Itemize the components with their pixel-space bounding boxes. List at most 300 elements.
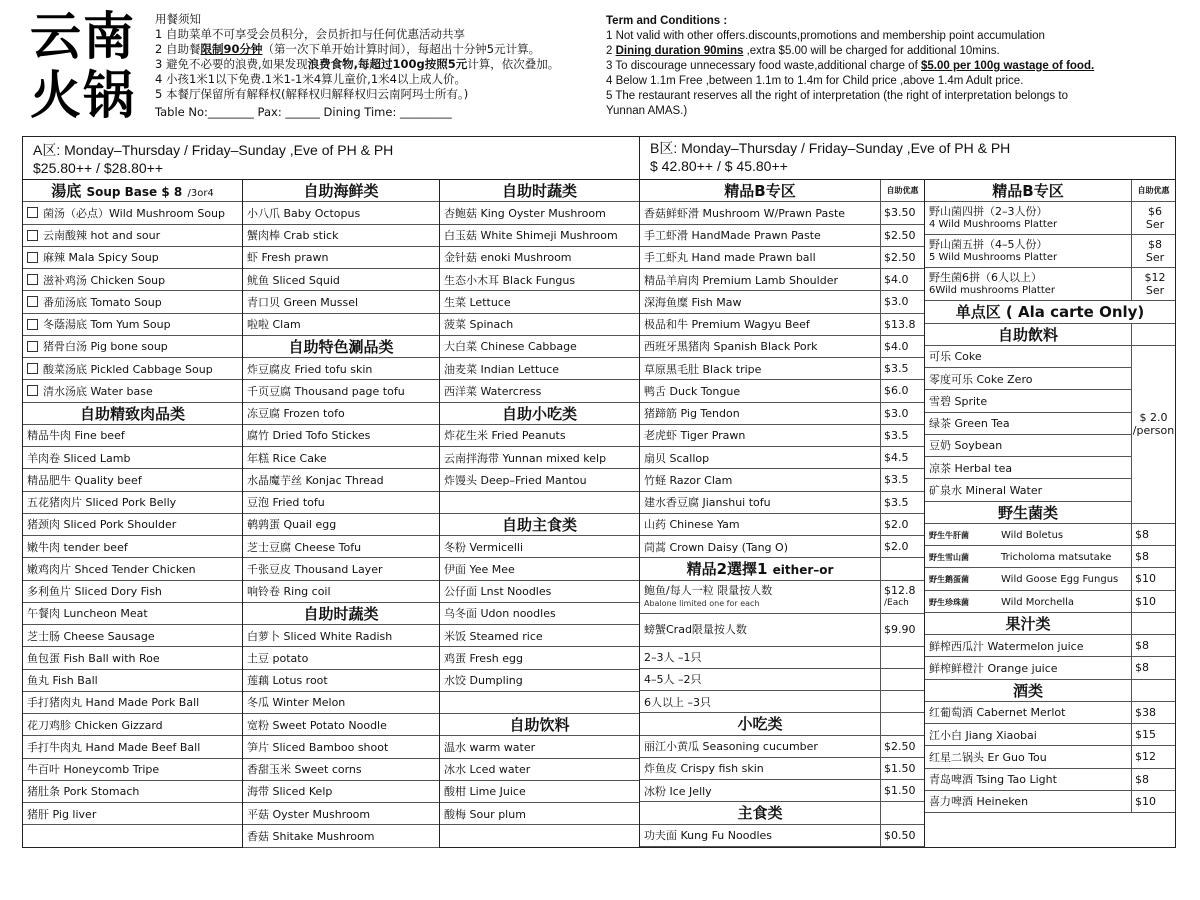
mushroom-en: Tricholoma matsutake — [1001, 552, 1112, 564]
special-item — [243, 403, 439, 425]
item-price: $2.50 — [880, 225, 924, 246]
item-name: 红葡萄酒 Cabernet Merlot — [929, 706, 1066, 720]
premium-item — [640, 225, 924, 247]
item-price: $10 — [1131, 591, 1175, 612]
item-price: $3.0 — [880, 403, 924, 424]
cn-notice-line-4: 4 小孩1米1以下免费.1米1-1米4算儿童价,1米4以上成人价。 — [155, 72, 466, 86]
price-unit: Ser — [1145, 251, 1165, 265]
checkbox[interactable] — [27, 363, 38, 374]
drink5-block — [925, 346, 1175, 502]
snack-item — [440, 425, 639, 447]
item-price — [880, 691, 924, 712]
item-name: 年糕 Rice Cake — [247, 451, 327, 465]
item-name: 极品和牛 Premium Wagyu Beef — [644, 318, 810, 332]
item-price: $4.0 — [880, 269, 924, 290]
staple-item — [440, 647, 639, 669]
soup-item — [23, 336, 242, 358]
item-name: 冰粉 Ice Jelly — [644, 784, 712, 798]
premium-item — [640, 469, 924, 491]
staple-section-header: 自助主食类 — [440, 514, 639, 536]
item-name: 猪肝 Pig liver — [27, 807, 97, 821]
item-name — [929, 238, 1131, 264]
chinese-notice — [155, 12, 595, 120]
platter-zh: 野山菌四拼（2–3人份） — [929, 205, 1048, 219]
item-name: 油麦菜 Indian Lettuce — [444, 362, 560, 376]
item-name: 茼蒿 Crown Daisy (Tang O) — [644, 540, 788, 554]
premium-item — [640, 336, 924, 358]
zone-a-prices: $25.80++ / $28.80++ — [33, 160, 164, 176]
item-price — [880, 669, 924, 690]
veg-item — [243, 803, 439, 825]
item-price: $2.50 — [880, 247, 924, 268]
crab-rule — [640, 691, 924, 713]
platter-zh: 野山菌五拼（4–5人份） — [929, 238, 1048, 252]
meat-item — [23, 603, 242, 625]
item-price: $4.5 — [880, 447, 924, 468]
item-name: 伊面 Yee Mee — [444, 562, 515, 576]
price-unit: Ser — [1145, 218, 1165, 232]
item-price: $6.0 — [880, 380, 924, 401]
item-name: 手打牛肉丸 Hand Made Beef Ball — [27, 740, 201, 754]
en-notice-line-5: 5 The restaurant reserves all the right of interpretation (the right of interpretation belongs to — [606, 90, 1068, 102]
item-price: $3.5 — [880, 358, 924, 379]
veg-item — [243, 759, 439, 781]
item-name: 腐竹 Dried Tofo Stickes — [247, 429, 371, 443]
item-name: 千页豆腐 Thousand page tofu — [247, 384, 405, 398]
price-value: $8 — [1148, 238, 1162, 252]
crab-rule — [640, 647, 924, 669]
checkbox[interactable] — [27, 274, 38, 285]
logo-line-1: 云南 — [30, 7, 137, 67]
meat-item — [23, 469, 242, 491]
meat-item — [23, 781, 242, 803]
seafood-item — [243, 247, 439, 269]
juice-section-header: 果汁类 — [925, 613, 1175, 635]
checkbox[interactable] — [27, 296, 38, 307]
checkbox[interactable] — [27, 252, 38, 263]
item-name: 鲜榨西瓜汁 Watermelon juice — [929, 639, 1084, 653]
special-item — [243, 514, 439, 536]
item-price: $10 — [1131, 568, 1175, 589]
soup-item — [23, 358, 242, 380]
pick-one-header: 精品2選擇1 either–or — [640, 558, 924, 580]
item-name: 菠菜 Spinach — [444, 318, 514, 332]
item-name: 青岛啤酒 Tsing Tao Light — [929, 773, 1057, 787]
cn-notice-line-2: 2 自助餐限制90分钟（第一次下单开始计算时间），每超出十分钟5元计算。 — [155, 42, 541, 56]
mushroom-item — [925, 591, 1175, 613]
item-name: 花刀鸡胗 Chicken Gizzard — [27, 718, 163, 732]
alacarte-header: 单点区 ( Ala carte Only) — [925, 301, 1175, 323]
item-name: 小八爪 Baby Octopus — [247, 206, 361, 220]
item-name: 清水汤底 Water base — [43, 384, 153, 398]
veg3-list — [440, 202, 639, 402]
zone-b-prices: $ 42.80++ / $ 45.80++ — [650, 158, 788, 174]
en-notice-line-1: 1 Not valid with other offers.discounts,promotions and membership point accumulation — [606, 30, 1045, 42]
item-price — [1131, 268, 1175, 300]
item-price: $3.5 — [880, 492, 924, 513]
item-name: 绿茶 Green Tea — [929, 417, 1010, 431]
wine-item — [925, 724, 1175, 746]
meat-item — [23, 803, 242, 825]
abalone-row: 鲍鱼/每人一粒 限量按人数 Abalone limited one for each $12.8 /Each — [640, 581, 924, 614]
item-price: $1.50 — [880, 780, 924, 801]
drink5-section-header: 自助飲料 — [925, 324, 1175, 346]
crab-rule — [640, 669, 924, 691]
item-name: 豆奶 Soybean — [929, 439, 1003, 453]
meat-item — [23, 625, 242, 647]
en-notice-line-4: 4 Below 1.1m Free ,between 1.1m to 1.4m for Child price ,above 1.4m Adult price. — [606, 75, 1024, 87]
meat-item — [23, 647, 242, 669]
meat-item — [23, 581, 242, 603]
item-name: 千张豆皮 Thousand Layer — [247, 562, 383, 576]
soup-list — [23, 202, 242, 402]
meat-item — [23, 692, 242, 714]
item-name: 多利鱼片 Sliced Dory Fish — [27, 585, 162, 599]
item-name: 香菇 Shitake Mushroom — [247, 829, 375, 843]
premium-item — [640, 425, 924, 447]
premium-b-header: 精品B专区 自助优惠 — [640, 180, 924, 202]
mushroom-item — [925, 546, 1175, 568]
snack-item — [440, 447, 639, 469]
item-price: $8 — [1131, 657, 1175, 678]
premium-item — [640, 358, 924, 380]
veg-item — [440, 291, 639, 313]
item-name: 芝士豆腐 Cheese Tofu — [247, 540, 362, 554]
wine-item — [925, 769, 1175, 791]
premium-item — [640, 269, 924, 291]
price-value: $12 — [1144, 271, 1166, 285]
veg-item — [243, 714, 439, 736]
item-name — [929, 271, 1131, 297]
item-name: 五花猪肉片 Sliced Pork Belly — [27, 496, 177, 510]
item-name: 麻辣 Mala Spicy Soup — [43, 251, 159, 265]
item-name: 鱿鱼 Sliced Squid — [247, 273, 340, 287]
zone-b-pricing — [640, 137, 1175, 180]
veg-item — [440, 202, 639, 224]
item-name: 酸菜汤底 Pickled Cabbage Soup — [43, 362, 213, 376]
staple-item — [440, 558, 639, 580]
item-price: $4.0 — [880, 336, 924, 357]
premium-item — [640, 291, 924, 313]
premium-item — [640, 202, 924, 224]
meat-item — [23, 425, 242, 447]
drink-item — [440, 803, 639, 825]
en-notice-line-6: Yunnan AMAS.) — [606, 105, 688, 117]
premium-item — [640, 492, 924, 514]
veg-item — [440, 269, 639, 291]
item-price: $8 — [1131, 546, 1175, 567]
item-name: 冰水 Lced water — [444, 763, 531, 777]
premium-item — [640, 247, 924, 269]
drink-price-label: $ 2.0 /person — [1131, 346, 1175, 502]
platter-en: 6Wild mushrooms Platter — [929, 285, 1056, 297]
veg-item — [243, 825, 439, 847]
seafood-item — [243, 291, 439, 313]
item-name: 竹蛏 Razor Clam — [644, 473, 733, 487]
item-price: $2.50 — [880, 736, 924, 757]
zone-a-pricing — [23, 137, 640, 180]
zone-b-days: B区: Monday–Thursday / Friday–Sunday ,Eve of PH & PH — [650, 140, 1011, 156]
checkbox[interactable] — [27, 207, 38, 218]
checkbox[interactable] — [27, 230, 38, 241]
item-name: 西班牙黑猪肉 Spanish Black Pork — [644, 340, 818, 354]
seafood-item — [243, 225, 439, 247]
special-item — [243, 469, 439, 491]
item-name: 啦啦 Clam — [247, 318, 301, 332]
item-name: 2–3人 –1只 — [644, 651, 702, 665]
item-name: 平菇 Oyster Mushroom — [247, 807, 371, 821]
veg-item — [440, 380, 639, 402]
item-name: 精品羊肩肉 Premium Lamb Shoulder — [644, 273, 838, 287]
item-name — [929, 595, 1131, 608]
item-name: 老虎虾 Tiger Prawn — [644, 429, 746, 443]
premium-item — [640, 536, 924, 558]
veg-item — [440, 314, 639, 336]
item-name: 矿泉水 Mineral Water — [929, 483, 1043, 497]
seafood-section-header: 自助海鲜类 — [243, 180, 439, 202]
item-name: 嫩牛肉 tender beef — [27, 540, 128, 554]
en-notice-title: Term and Conditions : — [606, 15, 728, 27]
meat-item — [23, 759, 242, 781]
item-name: 宽粉 Sweet Potato Noodle — [247, 718, 387, 732]
item-name: 番茄汤底 Tomato Soup — [43, 295, 162, 309]
item-price: $2.0 — [880, 536, 924, 557]
wine-list — [925, 702, 1175, 813]
restaurant-logo — [30, 8, 148, 126]
item-price: $8 — [1131, 635, 1175, 656]
veg-item — [440, 247, 639, 269]
drink-item — [440, 759, 639, 781]
item-name: 猪蹄筋 Pig Tendon — [644, 407, 740, 421]
item-name: 响铃卷 Ring coil — [247, 585, 331, 599]
item-name: 手工虾丸 Hand made Prawn ball — [644, 251, 816, 265]
item-name: 鸡蛋 Fresh egg — [444, 651, 524, 665]
zone-a-days: A区: Monday–Thursday / Friday–Sunday ,Eve of PH & PH — [33, 142, 394, 158]
item-name: 精品肥牛 Quality beef — [27, 473, 142, 487]
cn-notice-line-5: 5 本餐厅保留所有解释权(解释权归解释权归云南阿玛士所有。) — [155, 87, 469, 101]
premium-b-list — [640, 202, 924, 558]
item-name: 炸花生米 Fried Peanuts — [444, 429, 566, 443]
item-price: $3.50 — [880, 202, 924, 223]
veg-item — [243, 736, 439, 758]
item-price — [880, 647, 924, 668]
item-price — [1131, 235, 1175, 267]
special-section-header: 自助特色涮品类 — [243, 336, 439, 358]
item-name: 蟹肉棒 Crab stick — [247, 229, 339, 243]
staple-item — [440, 536, 639, 558]
meat-item — [23, 536, 242, 558]
snack4-section-header: 小吃类 — [640, 713, 924, 735]
item-name: 可乐 Coke — [929, 350, 982, 364]
checkbox[interactable] — [27, 319, 38, 330]
soup-item — [23, 380, 242, 402]
veg-item — [243, 647, 439, 669]
mushroom-en: Wild Morchella — [1001, 596, 1075, 608]
item-name: 海带 Sliced Kelp — [247, 785, 333, 799]
veg-section-header: 自助时蔬类 — [440, 180, 639, 202]
seafood-item — [243, 314, 439, 336]
snack-item — [640, 758, 924, 780]
menu-grid — [22, 136, 1176, 848]
blank-row — [440, 492, 639, 514]
item-name: 公仔面 Lnst Noodles — [444, 585, 552, 599]
veg-item — [243, 692, 439, 714]
premium-item — [640, 314, 924, 336]
cn-notice-title: 用餐须知 — [155, 12, 201, 26]
english-notice — [606, 14, 1186, 119]
special-item — [243, 380, 439, 402]
item-name — [929, 550, 1131, 563]
mushroom-section-header: 野生菌类 — [925, 502, 1175, 524]
item-price — [1131, 202, 1175, 234]
item-name: 鱼丸 Fish Ball — [27, 674, 98, 688]
item-name: 山药 Chinese Yam — [644, 518, 740, 532]
item-name — [929, 572, 1131, 585]
item-name: 凉茶 Herbal tea — [929, 461, 1013, 475]
mushroom-list — [925, 524, 1175, 613]
item-name: 菌汤（必点）Wild Mushroom Soup — [43, 206, 226, 220]
staple-item — [440, 581, 639, 603]
seafood-item — [243, 202, 439, 224]
item-name: 猪骨白汤 Pig bone soup — [43, 340, 168, 354]
item-name: 牛百叶 Honeycomb Tripe — [27, 763, 160, 777]
veg-item — [243, 625, 439, 647]
mushroom-en: Wild Goose Egg Fungus — [1001, 574, 1119, 586]
crab-row: 螃蟹Crad限量按人数 $9.90 — [640, 614, 924, 647]
item-name: 深海鱼糜 Fish Maw — [644, 295, 742, 309]
soup-item — [23, 225, 242, 247]
item-name: 生态小木耳 Black Fungus — [444, 273, 576, 287]
checkbox[interactable] — [27, 385, 38, 396]
platter-item — [925, 202, 1175, 235]
snack-item — [640, 736, 924, 758]
item-name: 云南酸辣 hot and sour — [43, 229, 161, 243]
special-list — [243, 358, 439, 603]
juice-item — [925, 635, 1175, 657]
special-item — [243, 358, 439, 380]
snack-item — [440, 469, 639, 491]
column-seafood-special — [243, 180, 440, 848]
column-veg-staples — [440, 180, 640, 848]
item-name: 红星二锅头 Er Guo Tou — [929, 750, 1047, 764]
price-value: $6 — [1148, 205, 1162, 219]
table-info-line: Table No:________ Pax: ______ Dining Time: _________ — [155, 105, 452, 119]
veg-item — [440, 358, 639, 380]
special-item — [243, 447, 439, 469]
premium-item — [640, 403, 924, 425]
staple-item — [640, 825, 924, 847]
logo-line-2: 火锅 — [30, 66, 137, 126]
item-name — [929, 205, 1131, 231]
item-price: $8 — [1131, 769, 1175, 790]
item-name: 酸柑 Lime Juice — [444, 785, 526, 799]
veg2-list — [243, 625, 439, 848]
meat-item — [23, 492, 242, 514]
item-price: $13.8 — [880, 314, 924, 335]
cn-notice-line-1: 1 自助菜单不可享受会员积分，会员折扣与任何优惠活动共享 — [155, 27, 465, 41]
platter-zh: 野生菌6拼（6人以上） — [929, 271, 1042, 285]
item-name: 江小白 Jiang Xiaobai — [929, 728, 1037, 742]
soup-item — [23, 202, 242, 224]
item-name: 雪碧 Sprite — [929, 394, 988, 408]
item-price: $3.5 — [880, 425, 924, 446]
item-name: 午餐肉 Luncheon Meat — [27, 607, 148, 621]
item-price: $12 — [1131, 746, 1175, 767]
item-name: 滋补鸡汤 Chicken Soup — [43, 273, 166, 287]
premium-item — [640, 514, 924, 536]
special-item — [243, 558, 439, 580]
item-name: 炸豆腐皮 Fried tofu skin — [247, 362, 373, 376]
snack4-list — [640, 736, 924, 803]
meat-section-header: 自助精致肉品类 — [23, 403, 242, 425]
wine-section-header: 酒类 — [925, 680, 1175, 702]
item-name: 虾 Fresh prawn — [247, 251, 329, 265]
checkbox[interactable] — [27, 341, 38, 352]
staple-item — [440, 670, 639, 692]
staple-item — [440, 625, 639, 647]
soup-base-header: 湯底 Soup Base $ 8 /3or4 — [23, 180, 242, 202]
premium-item — [640, 380, 924, 402]
soup-item — [23, 314, 242, 336]
item-name: 鲜榨鲜橙汁 Orange juice — [929, 661, 1058, 675]
blank-row — [440, 692, 639, 714]
item-name: 炸馒头 Deep–Fried Mantou — [444, 473, 587, 487]
mushroom-en: Wild Boletus — [1001, 529, 1064, 541]
item-name: 精品牛肉 Fine beef — [27, 429, 125, 443]
item-name: 扇贝 Scallop — [644, 451, 710, 465]
juice-item — [925, 657, 1175, 679]
item-name: 芝士肠 Cheese Sausage — [27, 629, 155, 643]
platter-item — [925, 235, 1175, 268]
item-name: 丽江小黄瓜 Seasoning cucumber — [644, 740, 818, 754]
item-name: 水饺 Dumpling — [444, 674, 523, 688]
wine-item — [925, 702, 1175, 724]
item-name: 土豆 potato — [247, 651, 309, 665]
snack-item — [640, 780, 924, 802]
mushroom-zh: 野生雪山菌 — [929, 553, 969, 563]
item-name: 草原黑毛肚 Black tripe — [644, 362, 762, 376]
mushroom-item — [925, 524, 1175, 546]
column-alacarte — [925, 180, 1175, 848]
item-name: 鹌鹑蛋 Quail egg — [247, 518, 337, 532]
mushroom-zh: 野生牛肝菌 — [929, 530, 969, 540]
staple3-list — [440, 536, 639, 692]
soup-item — [23, 291, 242, 313]
item-price: $15 — [1131, 724, 1175, 745]
item-name: 温水 warm water — [444, 740, 536, 754]
item-name: 大白菜 Chinese Cabbage — [444, 340, 577, 354]
mushroom-item — [925, 568, 1175, 590]
staple-item — [440, 603, 639, 625]
item-name: 6人以上 –3只 — [644, 695, 711, 709]
special-item — [243, 536, 439, 558]
drink3-list — [440, 736, 639, 825]
staple4-list — [640, 825, 924, 847]
item-name: 羊肉卷 Sliced Lamb — [27, 451, 131, 465]
staple4-section-header: 主食类 — [640, 802, 924, 824]
premium-item — [640, 447, 924, 469]
mushroom-zh: 野生鹅蛋菌 — [929, 575, 969, 585]
snack-section-header: 自助小吃类 — [440, 403, 639, 425]
item-name: 米饭 Steamed rice — [444, 629, 543, 643]
veg-item — [440, 225, 639, 247]
item-name: 冬粉 Vermicelli — [444, 540, 524, 554]
item-name: 炸鱼皮 Crispy fish skin — [644, 762, 764, 776]
item-price: $3.5 — [880, 469, 924, 490]
item-name: 猪颈肉 Sliced Pork Shoulder — [27, 518, 177, 532]
item-name: 云南拌海带 Yunnan mixed kelp — [444, 451, 607, 465]
meat-item — [23, 558, 242, 580]
